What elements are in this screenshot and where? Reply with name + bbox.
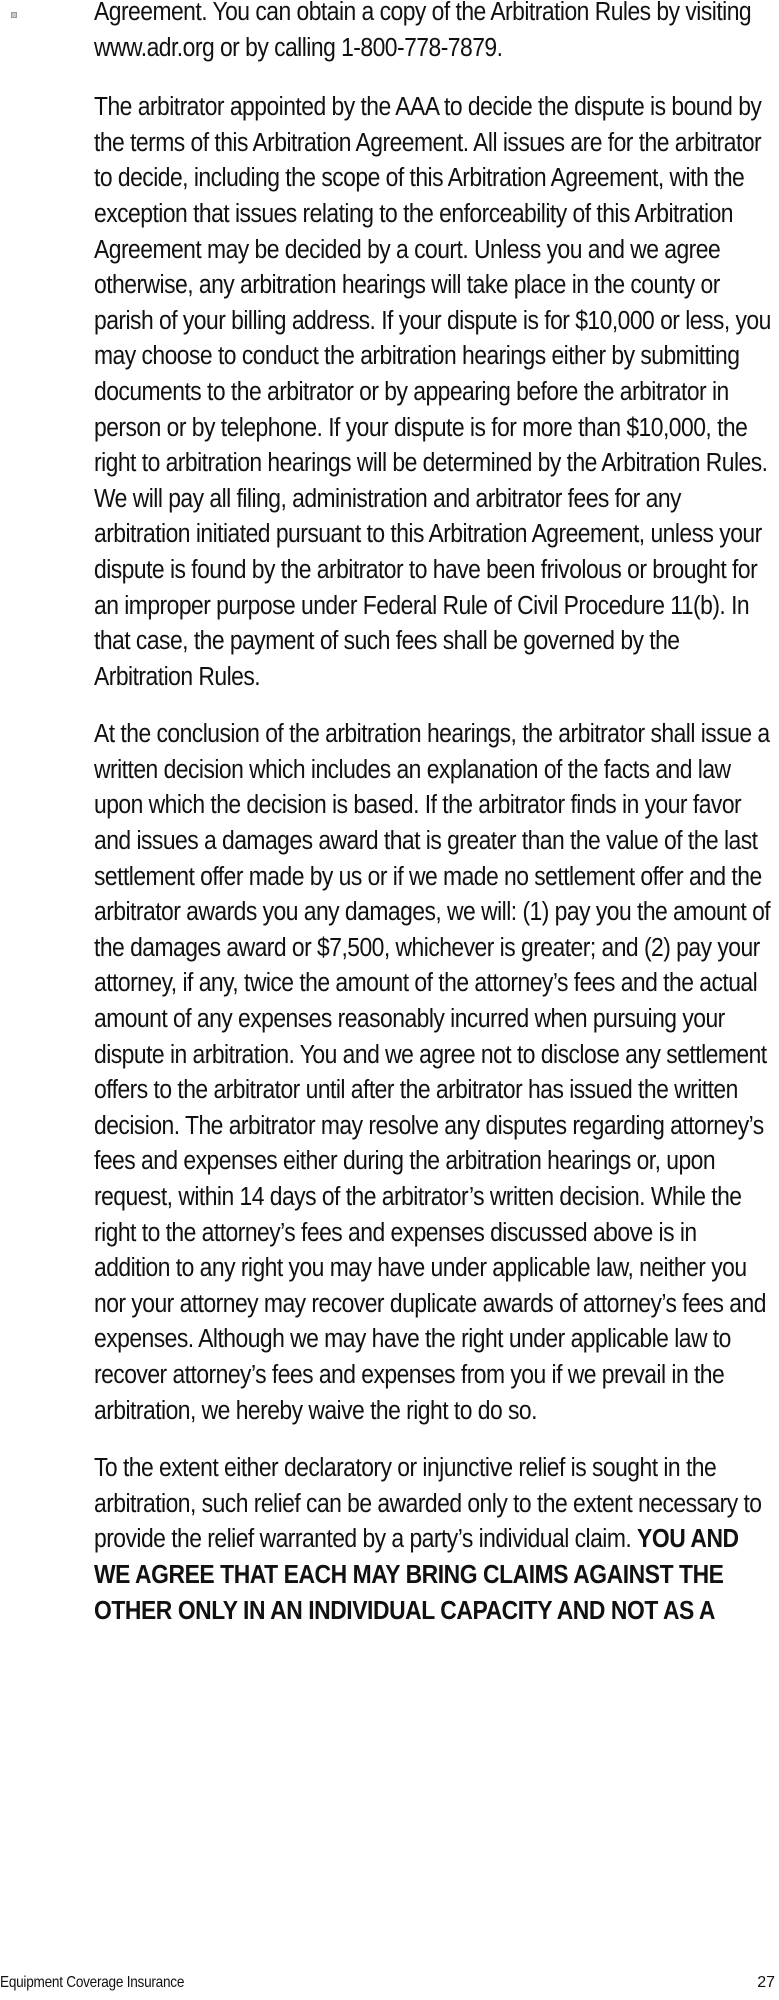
footer-document-title: Equipment Coverage Insurance [0, 1974, 185, 1991]
paragraph-arbitration-decision: At the conclusion of the arbitration hearings, the arbitrator shall issue a written decision which includes an explanation of the facts and law upon which the decision is based. If the arbitrator finds in your favor and issues a damages award that is greater than the value of the last settlement offer made by us or if we made no settlement offer and the arbitrator awards you any damages, we will: (1) pay you the amount of the damages award or $7,500, whichever is greater; and (2) pay your attorney, if any, twice the amount of the attorney’s fees and the actual amount of any expenses reasonably incurred when pursuing your dispute in arbitration. You and we agree not to disclose any settlement offers to the arbitrator until after the arbitrator has issued the written decision. The arbitrator may resolve any disputes regarding attorney’s fees and expenses either during the arbitration hearings or, upon request, within 14 days of the arbitrator’s written decision. While the right to the attorney’s fees and expenses discussed above is in addition to any right you may have under applicable law, neither you nor your attorney may recover duplicate awards of attorney’s fees and expenses. Although we may have the right under applicable law to recover attorney’s fees and expenses from you if we prevail in the arbitration, we hereby waive the right to do so. [94, 718, 771, 1425]
injunctive-relief-text: To the extent either declaratory or injunctive relief is sought in the arbitration, such relief can be awarded only to the extent necessary to provide the relief warranted by a party’s individual claim. [94, 1452, 762, 1554]
paragraph-arbitrator-scope: The arbitrator appointed by the AAA to decide the dispute is bound by the terms of this Arbitration Agreement. All issues are for the arbitrator to decide, including the scope of this Arbitration Agreement, with the exception that issues relating to the enforceability of this Arbitration Agreement may be decided by a court. Unless you and we agree otherwise, any arbitration hearings will take place in the county or parish of your billing address. If your dispute is for $10,000 or less, you may choose to conduct the arbitration hearings either by submitting documents to the arbitrator or by appearing before the arbitrator in person or by telephone. If your dispute is for more than $10,000, the right to arbitration hearings will be determined by the Arbitration Rules. We will pay all filing, administration and arbitrator fees for any arbitration initiated pursuant to this Arbitration Agreement, unless your dispute is found by the arbitrator to have been frivolous or brought for an improper purpose under Federal Rule of Civil Procedure 11(b). In that case, the payment of such fees shall be governed by the Arbitration Rules. [94, 91, 771, 691]
footer-page-number: 27 [757, 1974, 775, 1991]
document-body [94, 0, 772, 1650]
page-marker-icon [11, 12, 17, 18]
paragraph-arbitration-rules: Agreement. You can obtain a copy of the Arbitration Rules by visiting www.adr.org or by calling 1-800-778-7879. [94, 0, 752, 62]
individual-capacity-clause: YOU AND WE AGREE THAT EACH MAY BRING CLAIMS AGAINST THE OTHER ONLY IN AN INDIVIDUAL CAPACITY AND NOT AS A [94, 1523, 739, 1625]
paragraph-injunctive-relief [94, 1450, 772, 1628]
